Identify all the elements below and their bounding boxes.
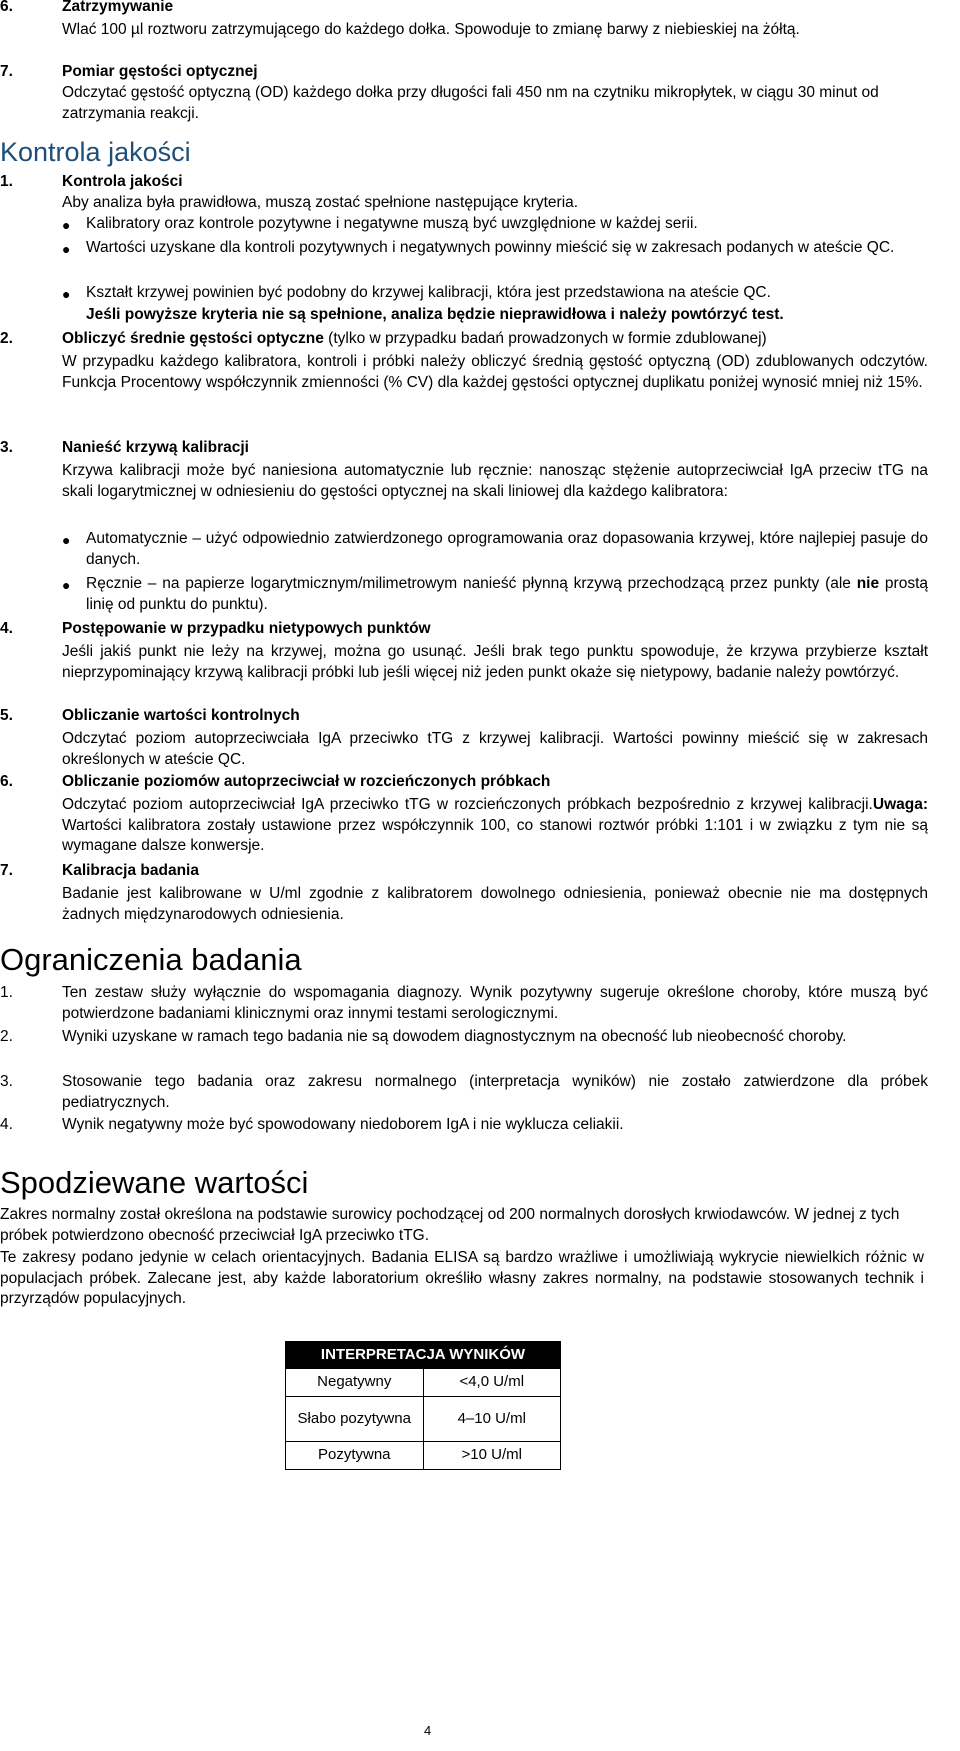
table-cell-label: Pozytywna [286,1442,424,1470]
step-6-number: 6. [0,0,13,15]
bullet-icon: ● [62,532,71,548]
qc-item-2-text: W przypadku każdego kalibratora, kontroli i próbki należy obliczyć średnią gęstość optyczną (OD) zdublowanych odczytów. Funkcja Procentowy współczynnik zmienności (% CV) dla każdej gęstości optycznej duplikatu poniżej wynosić mniej niż 15%. [62,353,928,391]
limitation-2-text: Wyniki uzyskane w ramach tego badania nie są dowodem diagnostycznym na obecność lub nieobecność choroby. [62,1028,847,1045]
limitation-1-text: Ten zestaw służy wyłącznie do wspomagania diagnozy. Wynik pozytywny sugeruje określone choroby, które muszą być potwierdzone badaniami klinicznymi oraz innymi testami serologicznymi. [62,984,928,1022]
limitation-3-number: 3. [0,1073,13,1090]
qc-item-4-title: Postępowanie w przypadku nietypowych punktów [62,620,431,637]
step-7-number: 7. [0,63,13,80]
table-row [286,1397,561,1442]
step-6-text: Wlać 100 µl roztworu zatrzymującego do każdego dołka. Spowoduje to zmianę barwy z niebieskiej na żółtą. [62,21,800,38]
qc-criterion: Kształt krzywej powinien być podobny do krzywej kalibracji, która jest przedstawiona na ateście QC. [86,284,771,301]
table-cell-value: 4–10 U/ml [423,1397,561,1442]
section-heading-expected-values: Spodziewane wartości [0,1165,309,1200]
expected-values-paragraph-1: Zakres normalny został określona na podstawie surowicy pochodzącej od 200 normalnych dorosłych krwiodawców. W jednej z tych próbek potwierdzono obecność przeciwciał IgA przeciwko tTG. [0,1206,900,1244]
qc-item-2-number: 2. [0,330,13,347]
interpretation-table [285,1341,561,1470]
step-6-title: Zatrzymywanie [62,0,174,15]
item-6-text-a: Odczytać poziom autoprzeciwciał IgA przeciwko tTG w rozcieńczonych próbkach bezpośrednio z krzywej kalibracji. [62,796,873,813]
manual-text-c: prostą linię od punktu do punktu). [86,575,928,613]
table-header-row [286,1342,561,1369]
table-cell-label: Słabo pozytywna [286,1397,424,1442]
qc-item-6-number: 6. [0,773,13,790]
section-heading-limitations: Ograniczenia badania [0,942,302,977]
qc-item-1-intro: Aby analiza była prawidłowa, muszą zostać spełnione następujące kryteria. [62,194,579,211]
qc-item-1-number: 1. [0,173,13,190]
qc-item-2-title-note: (tylko w przypadku badań prowadzonych w formie zdublowanej) [323,330,767,347]
qc-item-5-text: Odczytać poziom autoprzeciwciała IgA przeciwko tTG z krzywej kalibracji. Wartości powinny mieścić się w zakresach określonych w ateście QC. [62,730,928,768]
item-6-note-label: Uwaga: [872,796,928,813]
qc-item-5-title: Obliczanie wartości kontrolnych [62,707,300,724]
page-number: 4 [424,1723,432,1738]
bullet-icon: ● [62,241,71,257]
step-7-title: Pomiar gęstości optycznej [62,63,258,80]
qc-item-4-text: Jeśli jakiś punkt nie leży na krzywej, można go usunąć. Jeśli brak tego punktu spowoduje, że krzywa przybierze kształt nieprzypominający krzywą kalibracji próbki lub jeśli więcej niż jeden punkt okaże się nietypowy, badanie należy powtórzyć. [62,643,928,681]
table-header: INTERPRETACJA WYNIKÓW [286,1342,561,1369]
qc-item-7-title: Kalibracja badania [62,862,199,879]
table-row [286,1442,561,1470]
step-7-text: Odczytać gęstość optyczną (OD) każdego dołka przy długości fali 450 nm na czytniku mikropłytek, w ciągu 30 minut od zatrzymania reakcji. [62,84,879,122]
limitation-4-text: Wynik negatywny może być spowodowany niedoborem IgA i nie wyklucza celiakii. [62,1116,624,1133]
table-cell-value: <4,0 U/ml [423,1369,561,1397]
qc-item-2-title: Obliczyć średnie gęstości optyczne [62,330,324,347]
qc-item-7-text: Badanie jest kalibrowane w U/ml zgodnie z kalibratorem dowolnego odniesienia, ponieważ obecnie nie ma dostępnych żadnych międzynarodowych odniesienia. [62,885,928,923]
qc-item-4-number: 4. [0,620,13,637]
qc-item-2-title-line [62,329,928,350]
qc-criterion: Wartości uzyskane dla kontroli pozytywnych i negatywnych powinny mieścić się w zakresach podanych w ateście QC. [86,239,895,256]
qc-item-7-number: 7. [0,862,13,879]
qc-item-1-title: Kontrola jakości [62,173,183,190]
limitation-2-number: 2. [0,1028,13,1045]
qc-item-3-text: Krzywa kalibracji może być naniesiona automatycznie lub ręcznie: nanosząc stężenie autoprzeciwciał IgA przeciw tTG na skali logarytmicznej w odniesieniu do gęstości optycznej na skali liniowej dla każdego kalibratora: [62,462,928,500]
table-cell-label: Negatywny [286,1369,424,1397]
table-row [286,1369,561,1397]
limitation-4-number: 4. [0,1116,13,1133]
item-6-text-c: Wartości kalibratora zostały ustawione przez współczynnik 100, co stanowi roztwór próbki 1:101 i w związku z tym nie są wymagane dalsze konwersje. [62,816,928,854]
manual-text-a: Ręcznie – na papierze logarytmicznym/milimetrowym nanieść płynną krzywą przechodzącą przez punkty (ale [86,575,857,592]
bullet-icon: ● [62,577,71,593]
bullet-icon: ● [62,286,71,302]
qc-item-3-automatic: Automatycznie – użyć odpowiednio zatwierdzonego oprogramowania oraz dopasowania krzywej, które najlepiej pasuje do danych. [86,530,928,568]
bullet-icon: ● [62,217,71,233]
qc-item-6-text [62,795,928,857]
limitation-1-number: 1. [0,984,13,1001]
section-heading-quality-control: Kontrola jakości [0,137,191,167]
qc-warning: Jeśli powyższe kryteria nie są spełnione, analiza będzie nieprawidłowa i należy powtórzyć test. [86,306,784,323]
limitation-3-text: Stosowanie tego badania oraz zakresu normalnego (interpretacja wyników) nie zostało zatwierdzone dla próbek pediatrycznych. [62,1073,928,1111]
expected-values-paragraph-2: Te zakresy podano jedynie w celach orientacyjnych. Badania ELISA są bardzo wrażliwe i umożliwiają wykrycie niewielkich różnic w populacjach próbek. Zalecane jest, aby każde laboratorium określiło własny zakres normalny, na podstawie stosowanych technik i przyrządów populacyjnych. [0,1249,924,1307]
qc-item-3-manual [86,574,928,615]
manual-text-emphasis: nie [856,575,880,592]
qc-item-3-title: Nanieść krzywą kalibracji [62,439,249,456]
table-cell-value: >10 U/ml [423,1442,561,1470]
qc-item-5-number: 5. [0,707,13,724]
qc-item-6-title: Obliczanie poziomów autoprzeciwciał w rozcieńczonych próbkach [62,773,551,790]
qc-item-3-number: 3. [0,439,13,456]
qc-criterion: Kalibratory oraz kontrole pozytywne i negatywne muszą być uwzględnione w każdej serii. [86,215,698,232]
